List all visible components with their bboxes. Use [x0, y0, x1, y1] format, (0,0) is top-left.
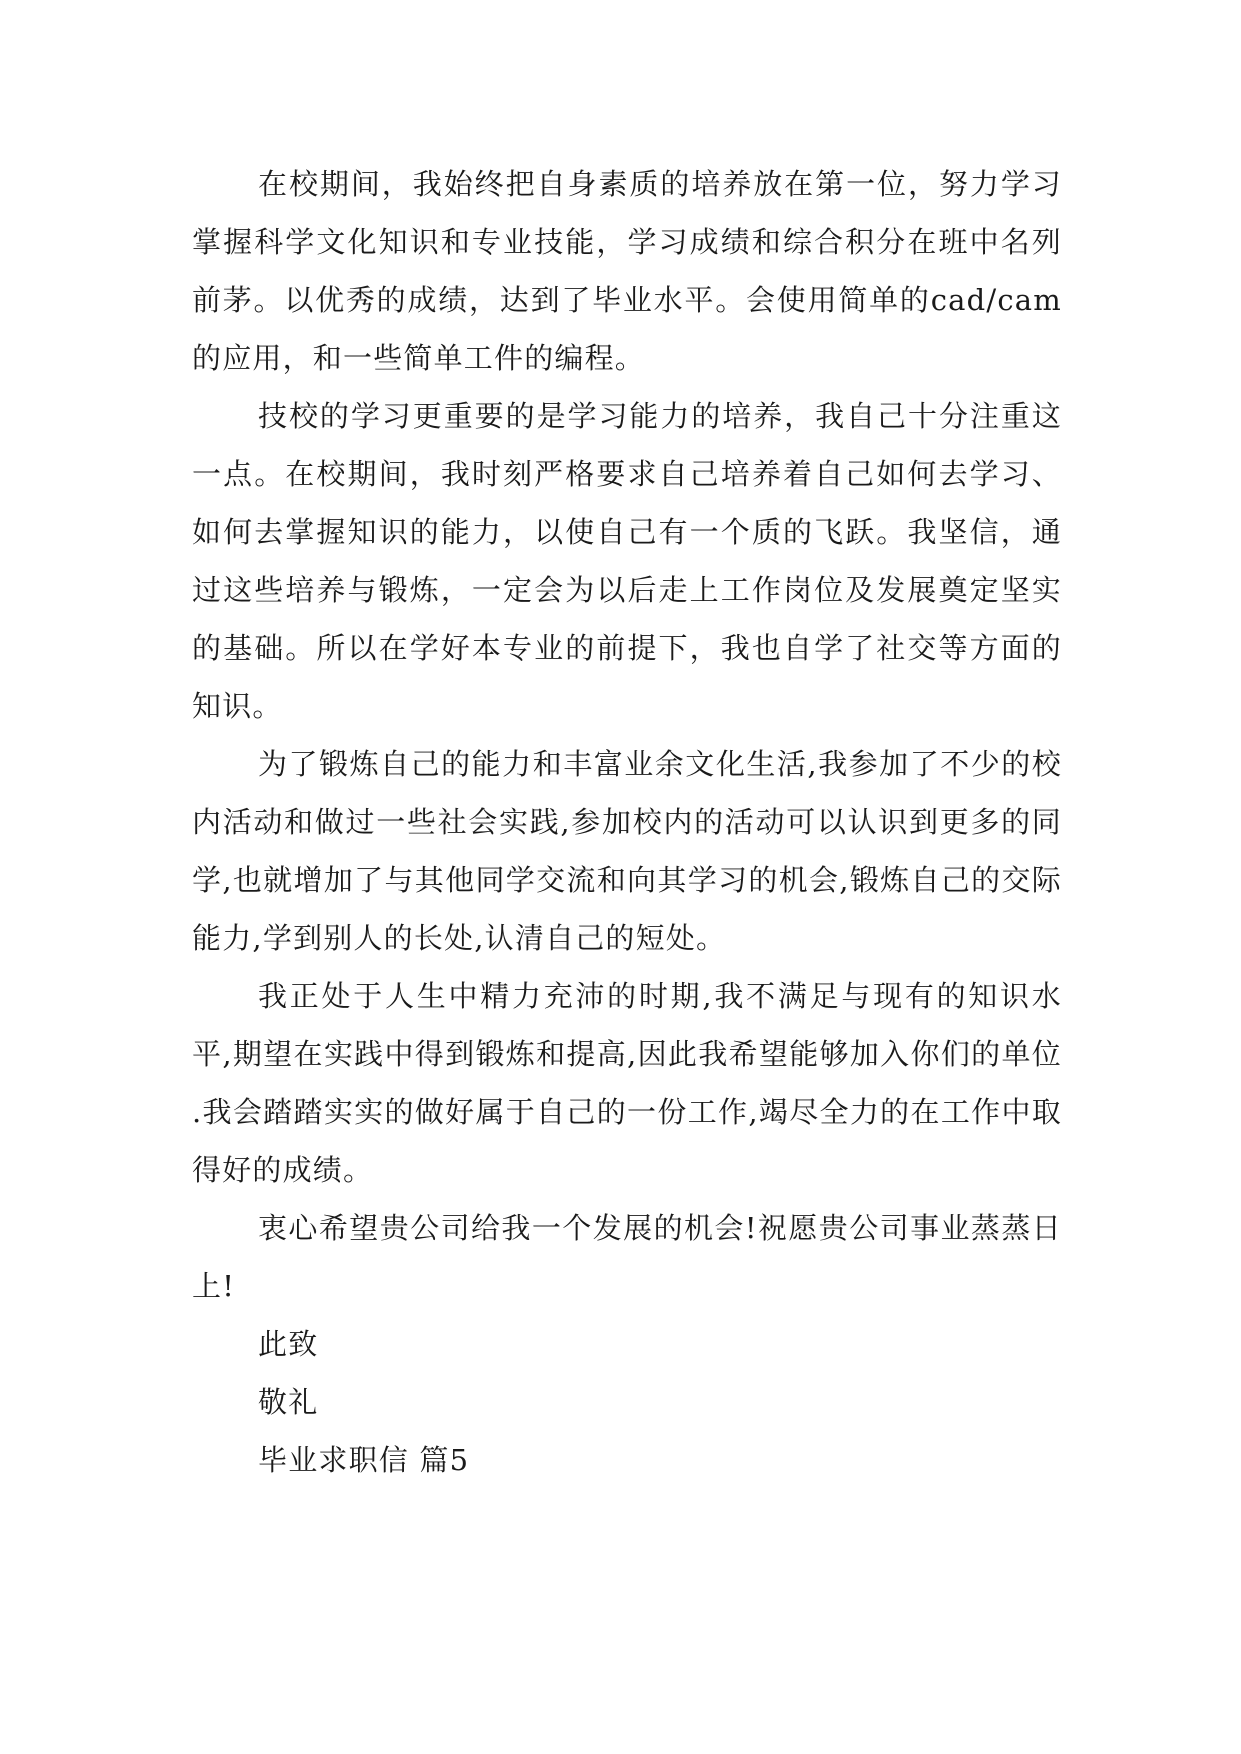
- letter-body: [192, 155, 1062, 1489]
- paragraph-learning-ability: 技校的学习更重要的是学习能力的培养，我自己十分注重这一点。在校期间，我时刻严格要求自己培养着自己如何去学习、如何去掌握知识的能力，以使自己有一个质的飞跃。我坚信，通过这些培养与锻炼，一定会为以后走上工作岗位及发展奠定坚实的基础。所以在学好本专业的前提下，我也自学了社交等方面的知识。: [192, 399, 1062, 723]
- paragraph-aspiration: 我正处于人生中精力充沛的时期,我不满足与现有的知识水平,期望在实践中得到锻炼和提高,因此我希望能够加入你们的单位 .我会踏踏实实的做好属于自己的一份工作,竭尽全力的在工作中取得好的成绩。: [192, 979, 1062, 1187]
- paragraph-wishes: 衷心希望贵公司给我一个发展的机会!祝愿贵公司事业蒸蒸日上!: [192, 1211, 1062, 1303]
- paragraph-activities: 为了锻炼自己的能力和丰富业余文化生活,我参加了不少的校内活动和做过一些社会实践,参加校内的活动可以认识到更多的同学,也就增加了与其他同学交流和向其学习的机会,锻炼自己的交际能力,学到别人的长处,认清自己的短处。: [192, 747, 1062, 955]
- closing-regards: 敬礼: [258, 1385, 319, 1419]
- paragraph-school-performance: 在校期间，我始终把自身素质的培养放在第一位，努力学习掌握科学文化知识和专业技能，学习成绩和综合积分在班中名列前茅。以优秀的成绩，达到了毕业水平。会使用简单的cad/cam的应用，和一些简单工件的编程。: [192, 167, 1062, 375]
- next-section-heading: 毕业求职信 篇5: [258, 1443, 470, 1477]
- closing-salutation: 此致: [258, 1327, 319, 1361]
